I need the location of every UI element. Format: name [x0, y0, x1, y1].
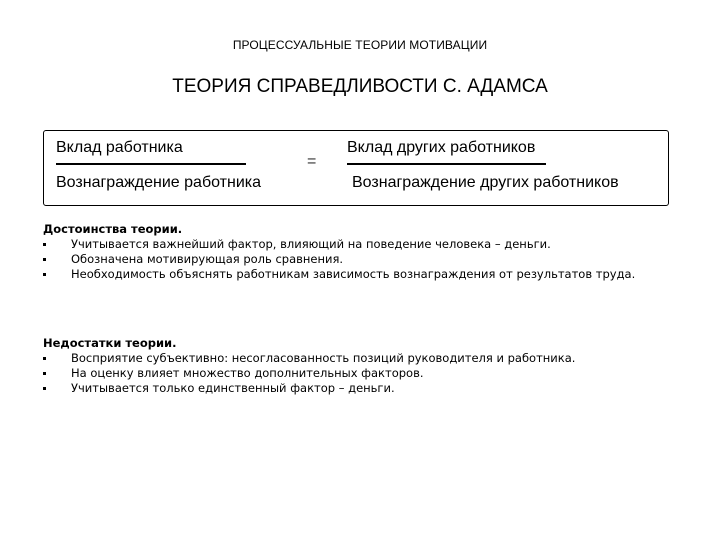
advantages-heading: Достоинства теории. — [43, 222, 183, 236]
list-item-text: Учитывается только единственный фактор – деньги. — [71, 381, 395, 395]
section-title: ПРОЦЕССУАЛЬНЫЕ ТЕОРИИ МОТИВАЦИИ — [232, 38, 488, 52]
bullet-icon — [43, 273, 46, 276]
list-item-text: Восприятие субъективно: несогласованность позиций руководителя и работника. — [71, 351, 576, 365]
list-item — [43, 366, 663, 381]
bullet-icon — [43, 243, 46, 246]
advantages-list — [43, 237, 663, 282]
bullet-icon — [43, 372, 46, 375]
list-item-text: Учитывается важнейший фактор, влияющий на поведение человека – деньги. — [71, 237, 551, 251]
formula-box — [43, 130, 669, 206]
disadvantages-heading: Недостатки теории. — [43, 336, 177, 350]
page-title: ТЕОРИЯ СПРАВЕДЛИВОСТИ С. АДАМСА — [172, 76, 548, 97]
right-numerator: Вклад других работников — [347, 139, 536, 156]
bullet-icon — [43, 387, 46, 390]
disadvantages-list — [43, 351, 663, 396]
list-item — [43, 351, 663, 366]
list-item-text: Обозначена мотивирующая роль сравнения. — [71, 252, 344, 266]
disadvantages-section — [43, 336, 663, 396]
advantages-section — [43, 222, 663, 282]
right-denominator: Вознаграждение других работников — [352, 174, 619, 191]
list-item — [43, 267, 663, 282]
right-fraction-line — [347, 163, 546, 165]
bullet-icon — [43, 258, 46, 261]
left-fraction-line — [56, 163, 246, 165]
equals-sign: = — [307, 153, 317, 170]
list-item — [43, 381, 663, 396]
list-item-text: На оценку влияет множество дополнительных факторов. — [71, 366, 424, 380]
list-item — [43, 237, 663, 252]
list-item-text: Необходимость объяснять работникам зависимость вознаграждения от результатов труда. — [71, 267, 636, 281]
left-denominator: Вознаграждение работника — [56, 174, 262, 191]
bullet-icon — [43, 357, 46, 360]
left-numerator: Вклад работника — [56, 139, 183, 156]
list-item — [43, 252, 663, 267]
